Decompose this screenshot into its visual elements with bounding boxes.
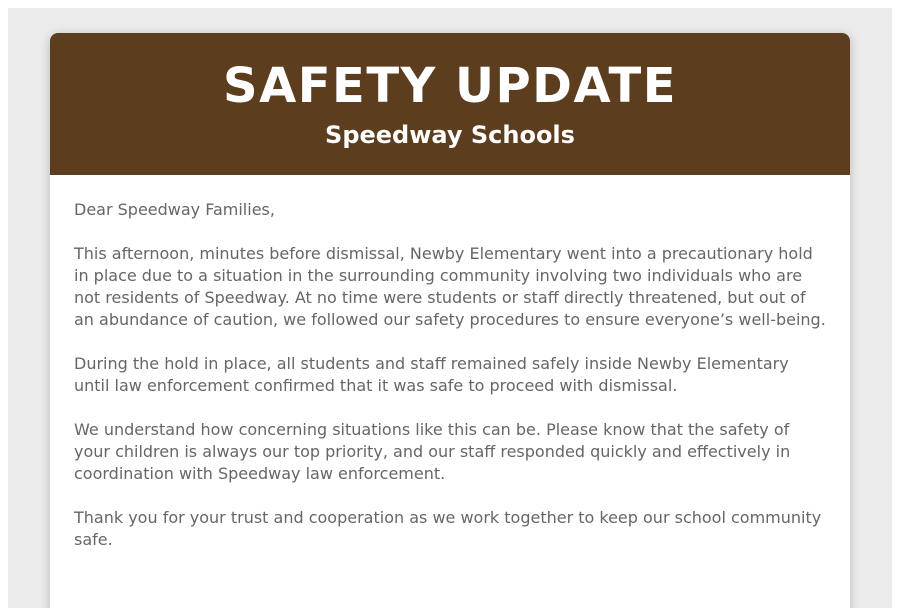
letter-greeting: Dear Speedway Families, <box>74 200 275 219</box>
announcement-header <box>50 33 850 175</box>
header-subtitle: Speedway Schools <box>325 121 575 149</box>
letter-paragraph: During the hold in place, all students and staff remained safely inside Newby Elementary until law enforcement confirmed that it was safe to proceed with dismissal. <box>74 354 789 395</box>
letter-paragraph: We understand how concerning situations like this can be. Please know that the safety of your children is always our top priority, and our staff responded quickly and effectively in coordination with Speedway law enforcement. <box>74 420 791 483</box>
letter-paragraph: Thank you for your trust and cooperation as we work together to keep our school community safe. <box>74 508 822 549</box>
page-background <box>8 8 892 608</box>
announcement-card <box>50 33 850 608</box>
letter-body <box>50 175 850 551</box>
letter-paragraph: This afternoon, minutes before dismissal, Newby Elementary went into a precautionary hold in place due to a situation in the surrounding community involving two individuals who are not residents of Speedway. At no time were students or staff directly threatened, but out of an abundance of caution, we followed our safety procedures to ensure everyone’s well-being. <box>74 244 826 329</box>
header-title: SAFETY UPDATE <box>223 58 677 114</box>
